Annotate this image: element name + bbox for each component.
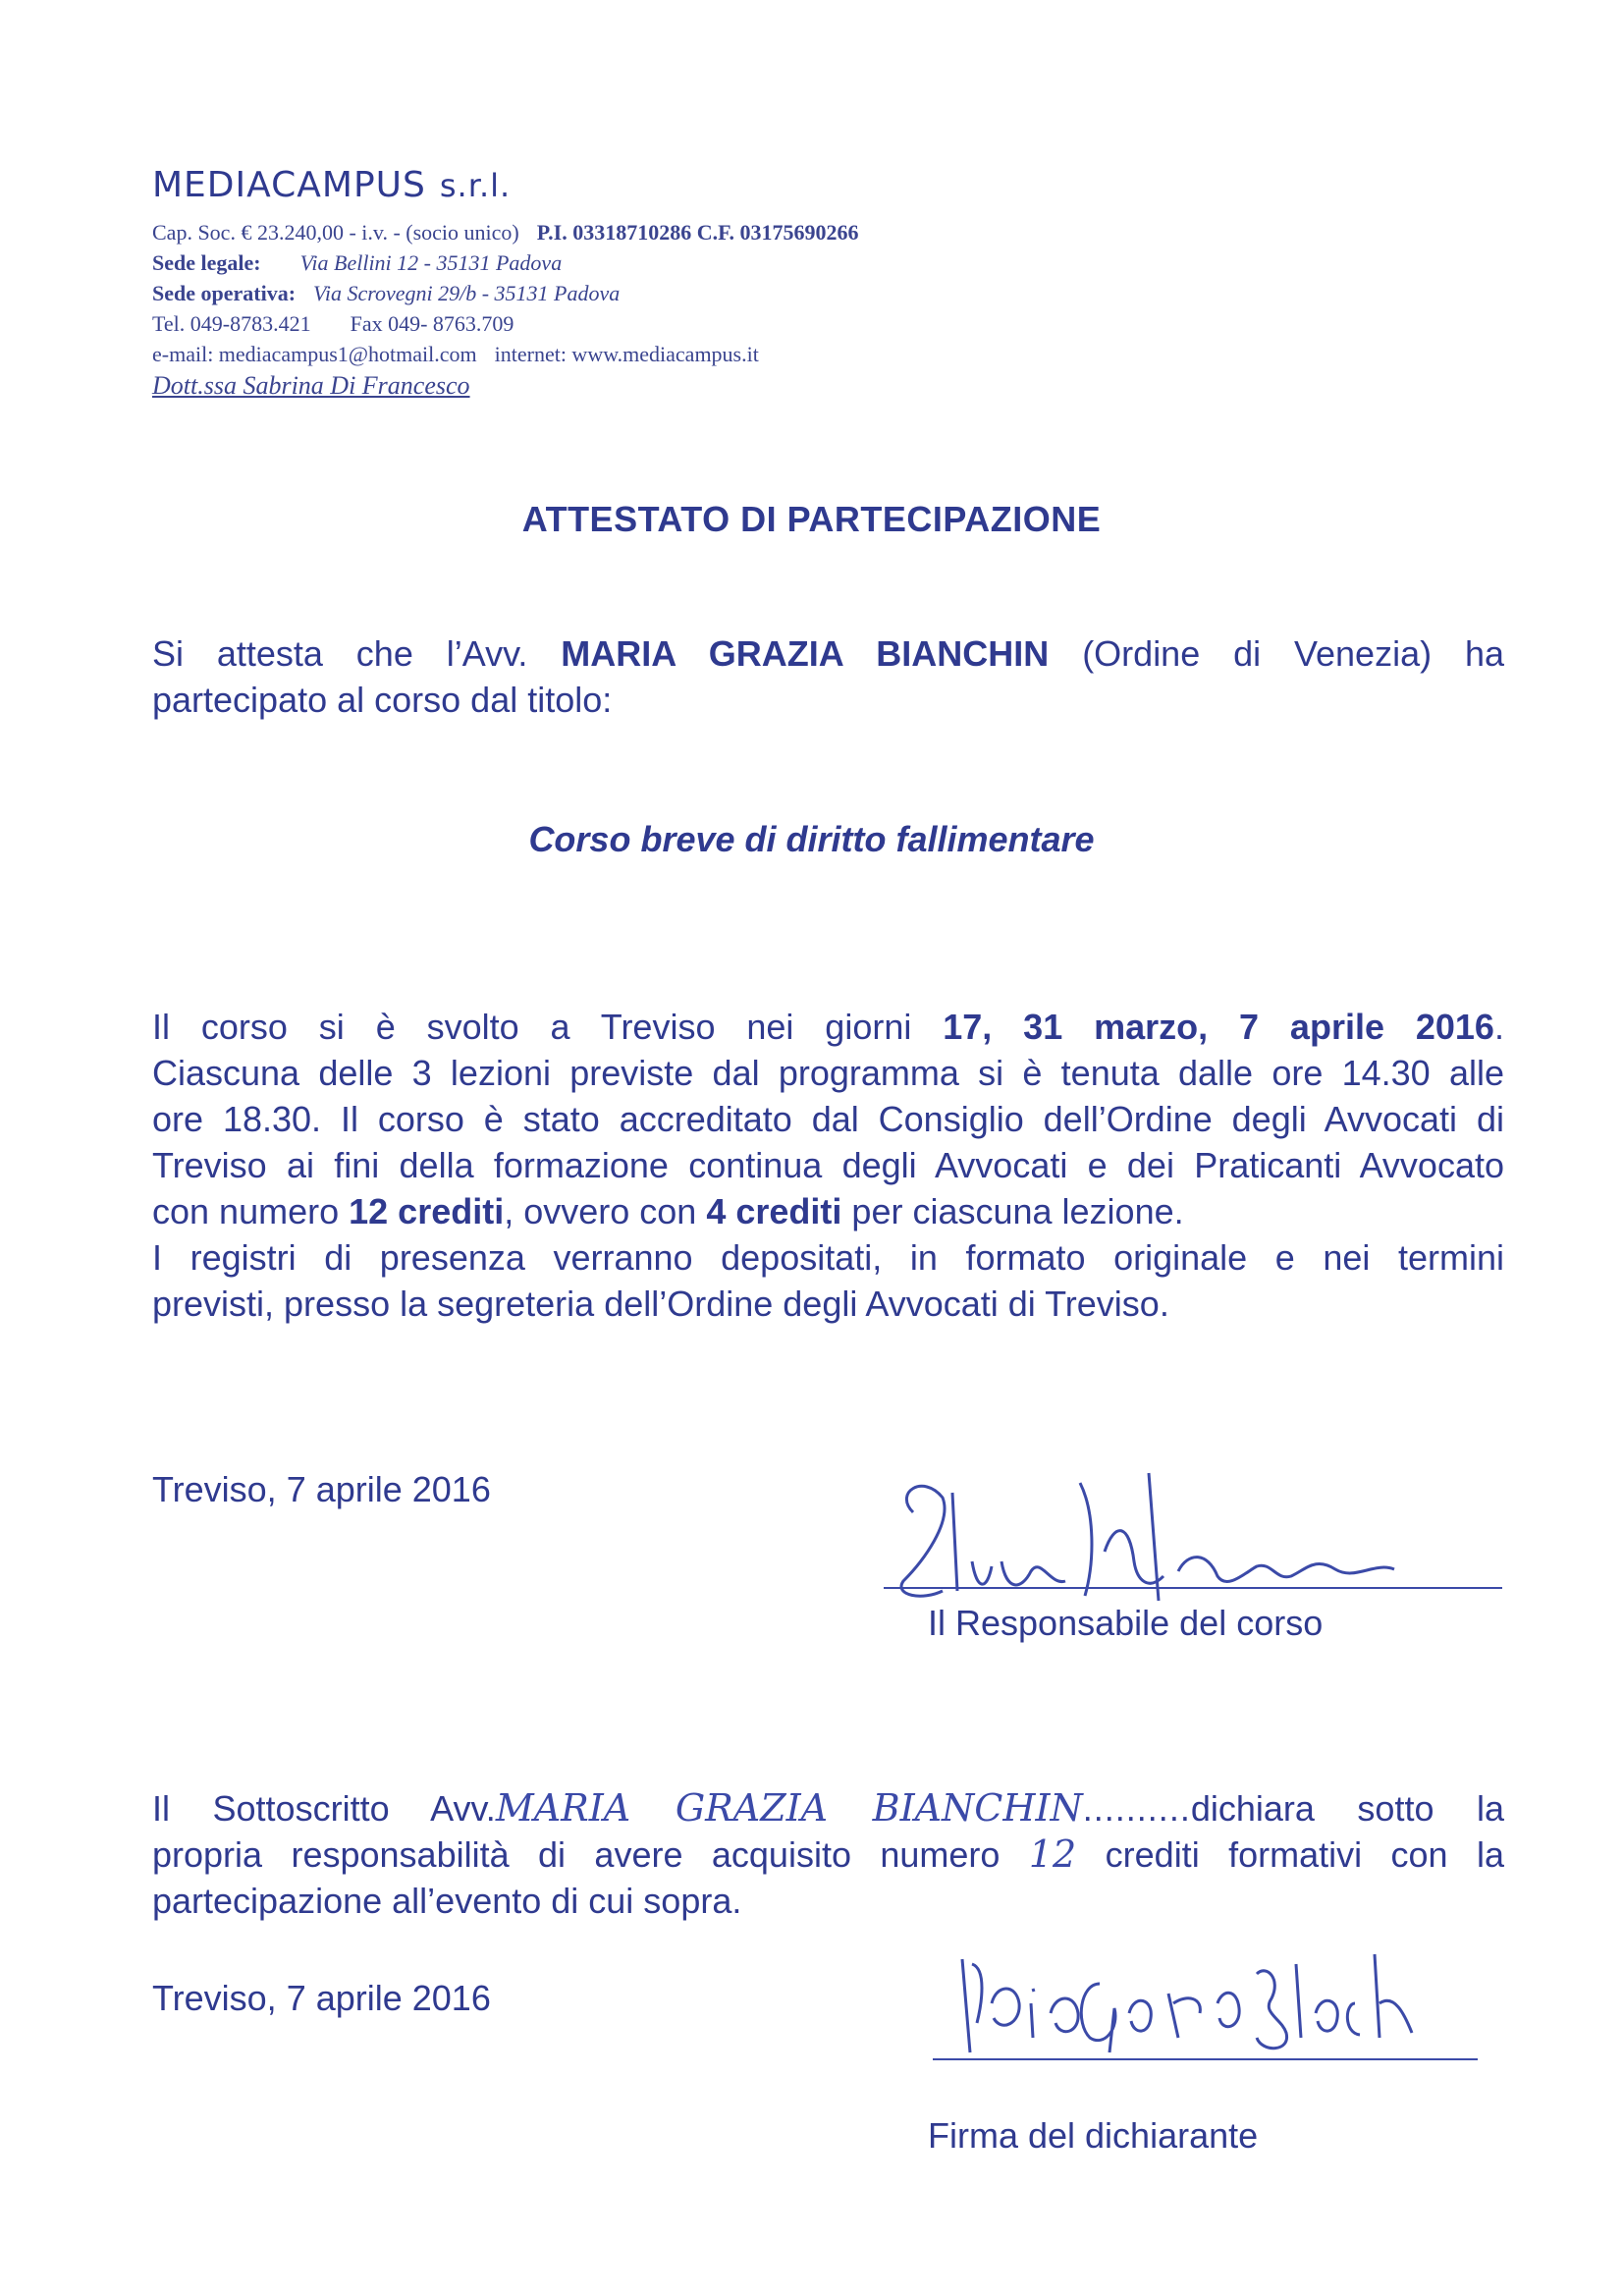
course-dates: 17, 31 marzo, 7 aprile 2016 xyxy=(943,1007,1494,1047)
handwritten-name: MARIA GRAZIA BIANCHIN xyxy=(495,1786,1083,1830)
operative-seat-line xyxy=(152,278,1134,308)
legal-seat-label: Sede legale: xyxy=(152,250,261,275)
details-line-2: Ciascuna delle 3 lezioni previste dal programma si è tenuta dalle ore 14.30 alle xyxy=(152,1053,1504,1093)
lesson-credits: 4 crediti xyxy=(706,1191,842,1231)
tax-ids: P.I. 03318710286 C.F. 03175690266 xyxy=(536,220,859,245)
course-details xyxy=(152,1004,1504,1327)
attestation-line-1 xyxy=(152,630,1504,677)
place-date-2: Treviso, 7 aprile 2016 xyxy=(152,1978,491,2018)
contact-line xyxy=(152,339,1134,369)
details-line-6: I registri di presenza verranno depositati, in formato originale e nei termini xyxy=(152,1237,1504,1278)
phone-number: Tel. 049-8783.421 xyxy=(152,311,311,336)
attestation-intro: Si attesta che l’Avv. xyxy=(152,633,528,674)
declaration-line-3: partecipazione all’evento di cui sopra. xyxy=(152,1881,742,1921)
declarant-signature xyxy=(943,1944,1492,2072)
company-name-text: MEDIACAMPUS xyxy=(152,165,426,205)
declarant-label: Firma del dichiarante xyxy=(928,2115,1259,2156)
attestation-paragraph xyxy=(152,630,1504,723)
participant-order: (Ordine di Venezia) ha xyxy=(1082,633,1504,674)
company-suffix: s.r.l. xyxy=(439,167,512,204)
details-period: . xyxy=(1493,1007,1504,1047)
details-intro: Il corso si è svolto a Treviso nei giorni xyxy=(152,1007,912,1047)
total-credits: 12 crediti xyxy=(349,1191,505,1231)
credits-intro: con numero xyxy=(152,1191,340,1231)
director-name: Dott.ssa Sabrina Di Francesco xyxy=(152,371,470,400)
responsible-label: Il Responsabile del corso xyxy=(928,1603,1324,1643)
declaration-line-2 xyxy=(152,1831,1504,1878)
capital-line xyxy=(152,217,1134,247)
letterhead xyxy=(152,165,1134,401)
website: internet: www.mediacampus.it xyxy=(494,342,759,366)
company-name xyxy=(152,165,1134,205)
participant-name: MARIA GRAZIA BIANCHIN xyxy=(561,633,1050,674)
declaration-post: dichiara sotto la xyxy=(1190,1788,1504,1829)
details-line-7: previsti, presso la segreteria dell’Ordine degli Avvocati di Treviso. xyxy=(152,1284,1169,1324)
legal-seat-address: Via Bellini 12 - 35131 Padova xyxy=(299,250,563,275)
declarant-signature-line xyxy=(933,2058,1478,2060)
operative-seat-label: Sede operativa: xyxy=(152,281,297,305)
fax-number: Fax 049- 8763.709 xyxy=(350,311,514,336)
handwritten-credits: 12 xyxy=(1028,1832,1077,1876)
place-date-1: Treviso, 7 aprile 2016 xyxy=(152,1469,491,1509)
declaration-line-1 xyxy=(152,1785,1504,1831)
declaration-credits-post: crediti formativi con la xyxy=(1105,1834,1504,1875)
details-line-4: Treviso ai fini della formazione continua degli Avvocati e dei Praticanti Avvocato xyxy=(152,1145,1504,1185)
credits-end: per ciascuna lezione. xyxy=(851,1191,1184,1231)
capital-text: Cap. Soc. € 23.240,00 - i.v. - (socio unico) xyxy=(152,220,519,245)
operative-seat-address: Via Scrovegni 29/b - 35131 Padova xyxy=(313,281,621,305)
credits-mid: , ovvero con xyxy=(504,1191,697,1231)
details-line-3: ore 18.30. Il corso è stato accreditato dal Consiglio dell’Ordine degli Avvocati di xyxy=(152,1099,1504,1139)
details-line-5 xyxy=(152,1188,1504,1234)
declaration-paragraph xyxy=(152,1785,1504,1924)
email-address: e-mail: mediacampus1@hotmail.com xyxy=(152,342,477,366)
document-title: ATTESTATO DI PARTECIPAZIONE xyxy=(521,499,1102,539)
details-line-1 xyxy=(152,1004,1504,1050)
declaration-intro: Il Sottoscritto Avv. xyxy=(152,1788,496,1829)
phone-line xyxy=(152,308,1134,339)
legal-seat-line xyxy=(152,247,1134,278)
declaration-credits-intro: propria responsabilità di avere acquisito numero xyxy=(152,1834,1001,1875)
declaration-dots: .......... xyxy=(1082,1788,1191,1829)
attestation-line-2: partecipato al corso dal titolo: xyxy=(152,680,613,720)
course-title: Corso breve di diritto fallimentare xyxy=(528,819,1095,859)
responsible-signature-line xyxy=(884,1587,1502,1589)
